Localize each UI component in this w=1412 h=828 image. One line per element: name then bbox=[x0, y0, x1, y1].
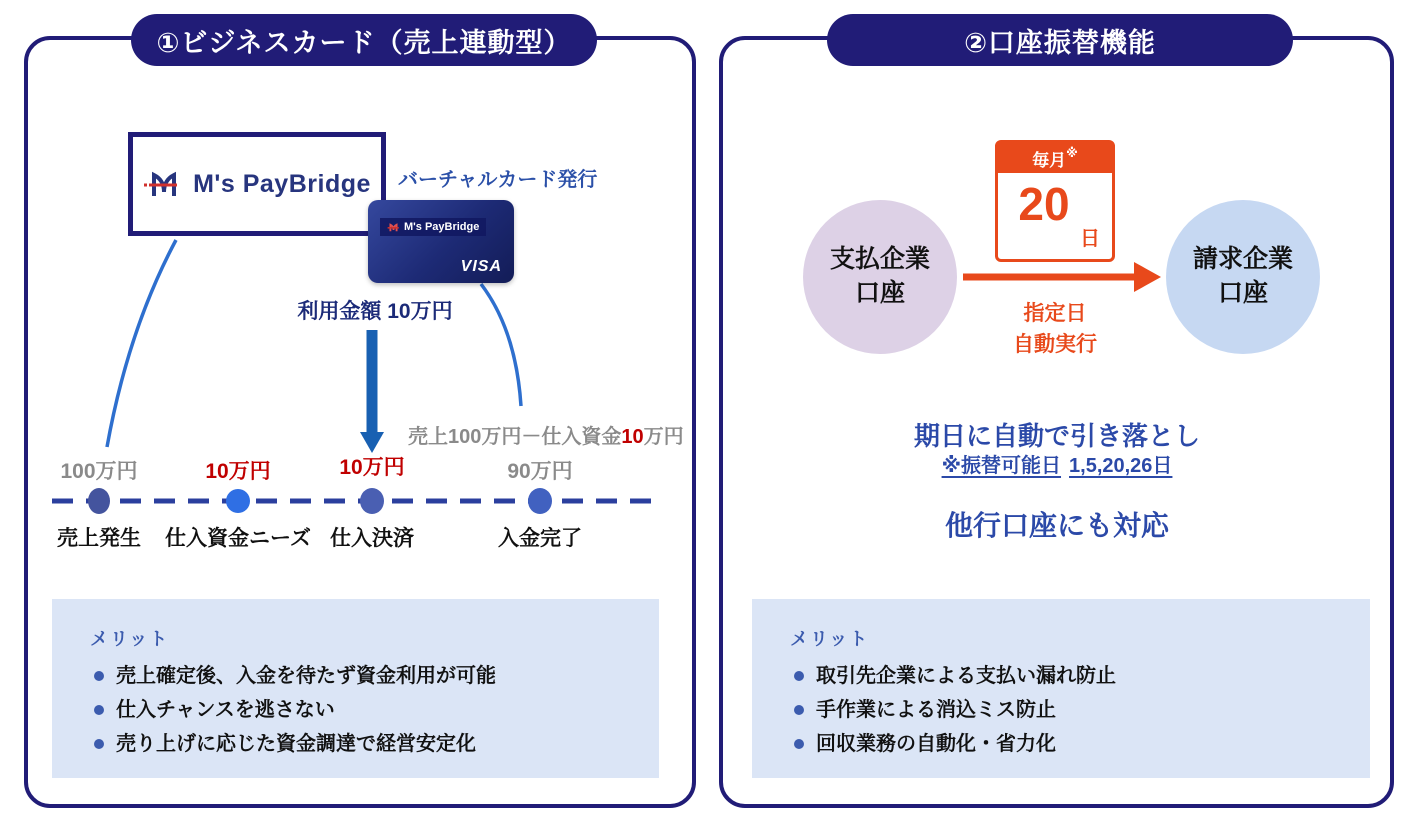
visa-logo: VISA bbox=[460, 258, 502, 275]
panel1-title: ①ビジネスカード（売上連動型） bbox=[131, 14, 597, 66]
merit-title: メリット bbox=[790, 629, 870, 649]
merit-box-transfer bbox=[752, 599, 1370, 778]
merit-item: 手作業による消込ミス防止 bbox=[790, 697, 1370, 723]
card-logo-band bbox=[380, 218, 486, 236]
merit-list bbox=[790, 663, 1370, 757]
subtraction-formula bbox=[408, 420, 688, 449]
designated-day-label: 指定日 bbox=[1023, 302, 1087, 325]
paybridge-bridge-icon bbox=[143, 168, 185, 200]
payee-line1: 請求企業 bbox=[1192, 245, 1293, 274]
paybridge-logo-text: M's PayBridge bbox=[193, 169, 371, 198]
payee-account-circle bbox=[1166, 200, 1320, 354]
panel2-title: ②口座振替機能 bbox=[827, 14, 1293, 66]
calendar-day-suffix: 日 bbox=[1080, 228, 1100, 250]
paybridge-logo-box bbox=[128, 132, 386, 236]
subtraction-prefix: 売上100万円－仕入資金 bbox=[408, 426, 622, 448]
timeline-amount-1: 100万円 bbox=[60, 460, 138, 483]
virtual-visa-card bbox=[368, 200, 514, 283]
timeline-stage-3: 仕入決済 bbox=[330, 527, 414, 550]
card-bridge-icon bbox=[387, 222, 400, 233]
calendar-day: 20 bbox=[1018, 178, 1070, 230]
transfer-days-note-days: 1,5,20,26日 bbox=[1069, 455, 1173, 477]
subtraction-suffix: 万円 bbox=[643, 426, 684, 448]
calendar-header-note: ※ bbox=[1066, 146, 1078, 160]
calendar-header bbox=[998, 143, 1112, 173]
subtraction-highlight: 10 bbox=[621, 426, 644, 448]
payer-line2: 口座 bbox=[854, 279, 905, 307]
timeline-amount-4: 90万円 bbox=[507, 460, 573, 483]
merit-item: 仕入チャンスを逃さない bbox=[90, 697, 659, 723]
payer-account-circle bbox=[803, 200, 957, 354]
transfer-days-note-label: ※振替可能日 bbox=[941, 455, 1062, 477]
timeline-stage-4: 入金完了 bbox=[498, 527, 582, 550]
transfer-days-note bbox=[850, 449, 1264, 478]
payer-line1: 支払企業 bbox=[829, 245, 930, 274]
merit-list bbox=[90, 663, 659, 757]
timeline-amount-3: 10万円 bbox=[339, 456, 405, 479]
timeline-amount-2: 10万円 bbox=[205, 460, 271, 483]
usage-amount-label: 利用金額 10万円 bbox=[297, 300, 453, 323]
other-bank-subheading: 他行口座にも対応 bbox=[944, 510, 1169, 541]
merit-title: メリット bbox=[90, 629, 170, 649]
auto-execute-label: 自動実行 bbox=[1013, 333, 1097, 356]
payee-line2: 口座 bbox=[1217, 279, 1268, 307]
timeline-stage-1: 売上発生 bbox=[57, 527, 141, 550]
timeline-stage-2: 仕入資金ニーズ bbox=[165, 527, 311, 550]
calendar-header-text: 毎月 bbox=[1032, 150, 1067, 170]
calendar-icon bbox=[995, 140, 1115, 262]
merit-item: 取引先企業による支払い漏れ防止 bbox=[790, 663, 1370, 689]
card-brand-text: M's PayBridge bbox=[404, 221, 480, 233]
virtual-card-label: バーチャルカード発行 bbox=[398, 169, 598, 191]
merit-item: 売上確定後、入金を待たず資金利用が可能 bbox=[90, 663, 659, 689]
merit-box-card bbox=[52, 599, 659, 778]
auto-debit-heading: 期日に自動で引き落とし bbox=[913, 421, 1200, 451]
merit-item: 回収業務の自動化・省力化 bbox=[790, 731, 1370, 757]
merit-item: 売り上げに応じた資金調達で経営安定化 bbox=[90, 731, 659, 757]
